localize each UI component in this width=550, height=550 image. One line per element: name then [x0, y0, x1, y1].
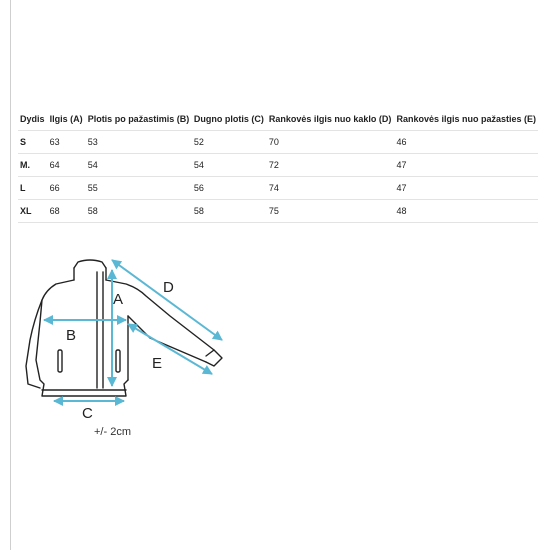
collar-sides [74, 268, 106, 280]
cell-sleeve-from-neck: 75 [267, 200, 395, 223]
size-chart-table [18, 108, 538, 223]
header-chest-width: Plotis po pažastimis (B) [86, 108, 192, 131]
cell-chest-width: 55 [86, 177, 192, 200]
right-sleeve-bottom [128, 316, 206, 362]
cell-sleeve-from-armpit: 47 [394, 154, 538, 177]
cell-hem-width: 58 [192, 200, 267, 223]
cell-length: 64 [48, 154, 86, 177]
header-sleeve-from-armpit: Rankovės ilgis nuo pažasties (E) [394, 108, 538, 131]
tolerance-note: +/- 2cm [94, 426, 131, 438]
cell-sleeve-from-armpit: 47 [394, 177, 538, 200]
label-d: D [163, 279, 174, 296]
cell-size: S [18, 131, 48, 154]
cell-sleeve-from-neck: 72 [267, 154, 395, 177]
cell-sleeve-from-neck: 70 [267, 131, 395, 154]
cell-size: XL [18, 200, 48, 223]
header-length: Ilgis (A) [48, 108, 86, 131]
table-header-row [18, 108, 538, 131]
label-a: A [113, 291, 124, 308]
cell-sleeve-from-armpit: 46 [394, 131, 538, 154]
right-cuff [206, 350, 222, 366]
cell-length: 68 [48, 200, 86, 223]
header-sleeve-from-neck: Rankovės ilgis nuo kaklo (D) [267, 108, 395, 131]
cell-length: 66 [48, 177, 86, 200]
cell-hem-width: 52 [192, 131, 267, 154]
jacket-outline [26, 260, 222, 396]
table-row [18, 177, 538, 200]
cell-sleeve-from-neck: 74 [267, 177, 395, 200]
cell-size: M. [18, 154, 48, 177]
cell-sleeve-from-armpit: 48 [394, 200, 538, 223]
cell-hem-width: 54 [192, 154, 267, 177]
cell-chest-width: 54 [86, 154, 192, 177]
table-row [18, 200, 538, 223]
cell-length: 63 [48, 131, 86, 154]
left-pocket [58, 350, 62, 372]
right-pocket [116, 350, 120, 372]
table-row [18, 154, 538, 177]
label-b: B [66, 327, 77, 344]
header-hem-width: Dugno plotis (C) [192, 108, 267, 131]
zipper [97, 272, 103, 388]
collar-top [74, 260, 106, 268]
cell-chest-width: 53 [86, 131, 192, 154]
jacket-measurement-diagram [0, 250, 250, 420]
table-row [18, 131, 538, 154]
header-size: Dydis [18, 108, 48, 131]
cell-chest-width: 58 [86, 200, 192, 223]
label-e: E [152, 355, 163, 372]
cell-hem-width: 56 [192, 177, 267, 200]
measure-e-arrow [128, 324, 212, 374]
cell-size: L [18, 177, 48, 200]
label-c: C [82, 405, 93, 420]
